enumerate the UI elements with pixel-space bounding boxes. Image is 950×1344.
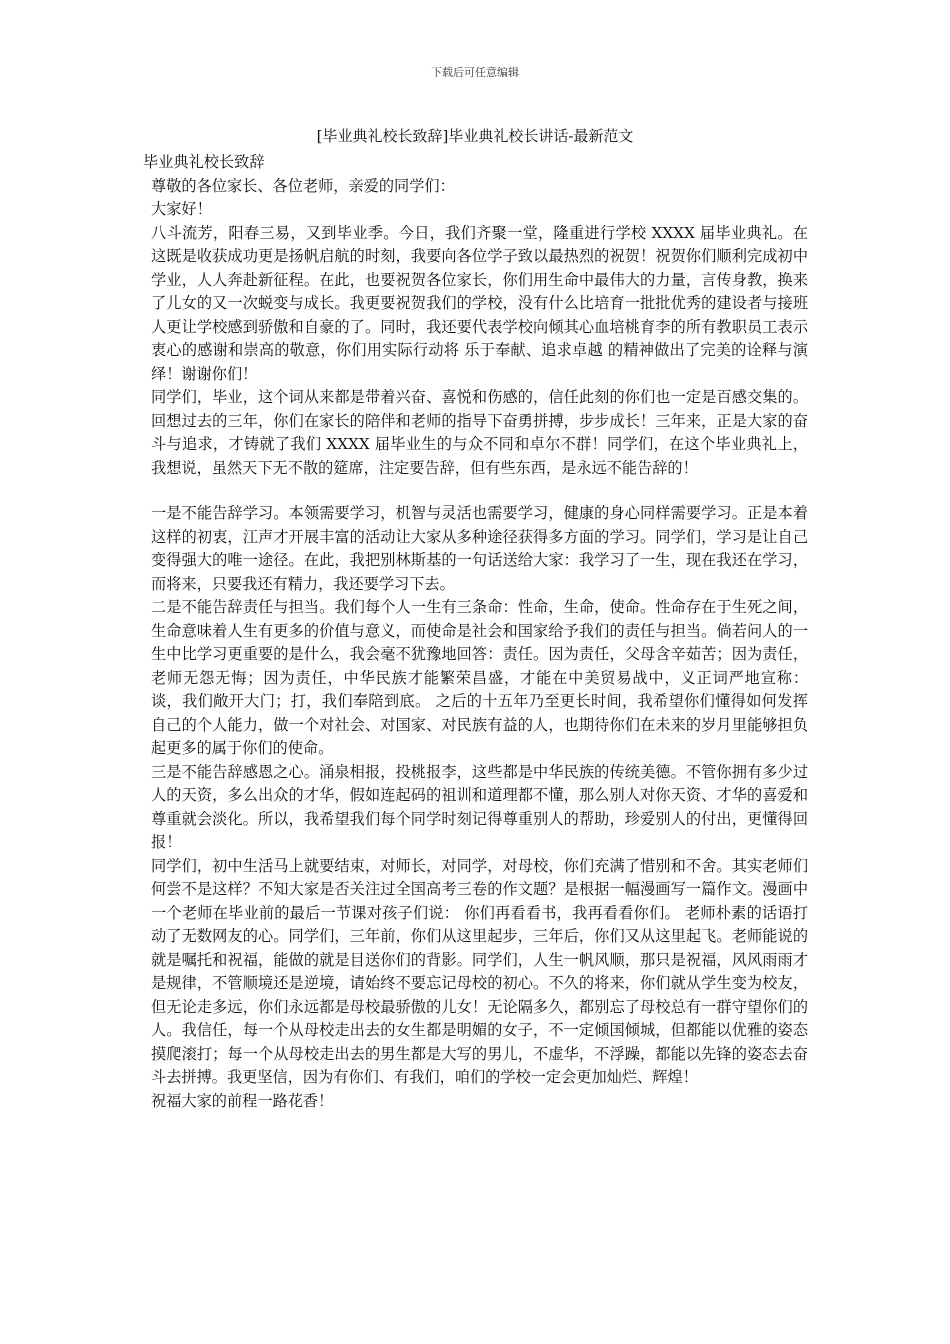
- header-note: 下载后可任意编辑: [431, 66, 519, 79]
- hello-line: 大家好！: [151, 200, 212, 218]
- paragraph-opening: 八斗流芳，阳春三易，又到毕业季。今日，我们齐聚一堂，隆重进行学校 XXXX 届毕业典礼。在这既是收获成功更是扬帆启航的时刻，我要向各位学子致以最热烈的祝贺！祝贺你们顺利完成初中学业，人人奔赴新征程。在此，也要祝贺各位家长，你们用生命中最伟大的力量，言传身教，换来了儿女的又一次蜕变与成长。我更要祝贺我们的学校，没有什么比培育一批批优秀的建设者与接班人更让学校感到骄傲和自豪的了。同时，我还要代表学校向倾其心血培桃育李的所有教职员工表示衷心的感谢和崇高的敬意，你们用实际行动将 乐于奉献、追求卓越 的精神做出了完美的诠释与演绎！谢谢你们！: [151, 223, 808, 383]
- document-title: [毕业典礼校长致辞]毕业典礼校长讲话-最新范文: [316, 127, 634, 145]
- greeting-line: 尊敬的各位家长、各位老师，亲爱的同学们：: [151, 176, 455, 195]
- paragraph-graduation: 同学们，毕业，这个词从来都是带着兴奋、喜悦和伤感的，信任此刻的你们也一定是百感交集的。回想过去的三年，你们在家长的陪伴和老师的指导下奋勇拼搏，步步成长！三年来，正是大家的奋斗与追求，才铸就了我们 XXXX 届毕业生的与众不同和卓尔不群！同学们，在这个毕业典礼上，我想说，虽然天下无不散的筵席，注定要告辞，但有些东西，是永远不能告辞的！: [151, 388, 808, 477]
- document-body: [143, 151, 808, 1113]
- paragraph-farewell: 同学们，初中生活马上就要结束，对师长，对同学，对母校，你们充满了惜别和不舍。其实老师们何尝不是这样？不知大家是否关注过全国高考三卷的作文题？是根据一幅漫画写一篇作文。漫画中一个老师在毕业前的最后一节课对孩子们说： 你们再看看书，我再看看你们。 老师朴素的话语打动了无数网友的心。同学们，三年前，你们从这里起步，三年后，你们又从这里起飞。老师能说的就是嘱托和祝福，能做的就是目送你们的背影。同学们，人生一帆风顺，那只是祝福，风风雨雨才是规律，不管顺境还是逆境，请始终不要忘记母校的初心。不久的将来，你们就从学生变为校友，但无论走多远，你们永远都是母校最骄傲的儿女！无论隔多久，都别忘了母校总有一群守望你们的人。我信任，每一个从母校走出去的女生都是明媚的女子，不一定倾国倾城，但都能以优雅的姿态摸爬滚打；每一个从母校走出去的男生都是大写的男儿，不虚华，不浮躁，都能以先锋的姿态去奋斗去拼搏。我更坚信，因为有你们、有我们，咱们的学校一定会更加灿烂、辉煌！: [151, 856, 808, 1086]
- paragraph-gratitude: 三是不能告辞感恩之心。涌泉相报，投桃报李，这些都是中华民族的传统美德。不管你拥有多少过人的天资，多么出众的才华，假如连起码的祖训和道理都不懂，那么别人对你天资、才华的喜爱和尊重就会淡化。所以，我希望我们每个同学时刻记得尊重别人的帮助，珍爱别人的付出，更懂得回报！: [151, 762, 808, 851]
- paragraph-spacer: [143, 480, 808, 502]
- closing-line: 祝福大家的前程一路花香！: [151, 1091, 334, 1110]
- document-subtitle: 毕业典礼校长致辞: [143, 153, 265, 171]
- paragraph-learning: 一是不能告辞学习。本领需要学习，机智与灵活也需要学习，健康的身心同样需要学习。正是本着这样的初衷，江声才开展丰富的活动让大家从多种途径获得多方面的学习。同学们，学习是让自己变得强大的唯一途径。在此，我把别林斯基的一句话送给大家：我学习了一生，现在我还在学习，而将来，只要我还有精力，我还要学习下去。: [151, 504, 808, 593]
- paragraph-responsibility: 二是不能告辞责任与担当。我们每个人一生有三条命：性命，生命，使命。性命存在于生死之间，生命意味着人生有更多的价值与意义，而使命是社会和国家给予我们的责任与担当。倘若问人的一生中比学习更重要的是什么，我会毫不犹豫地回答：责任。因为责任，父母含辛茹苦；因为责任，老师无怨无悔；因为责任，中华民族才能繁荣昌盛，才能在中美贸易战中，义正词严地宣称： 谈，我们敞开大门；打，我们奉陪到底。 之后的十五年乃至更长时间，我希望你们懂得如何发挥自己的个人能力，做一个对社会、对国家、对民族有益的人，也期待你们在未来的岁月里能够担负起更多的属于你们的使命。: [151, 598, 808, 757]
